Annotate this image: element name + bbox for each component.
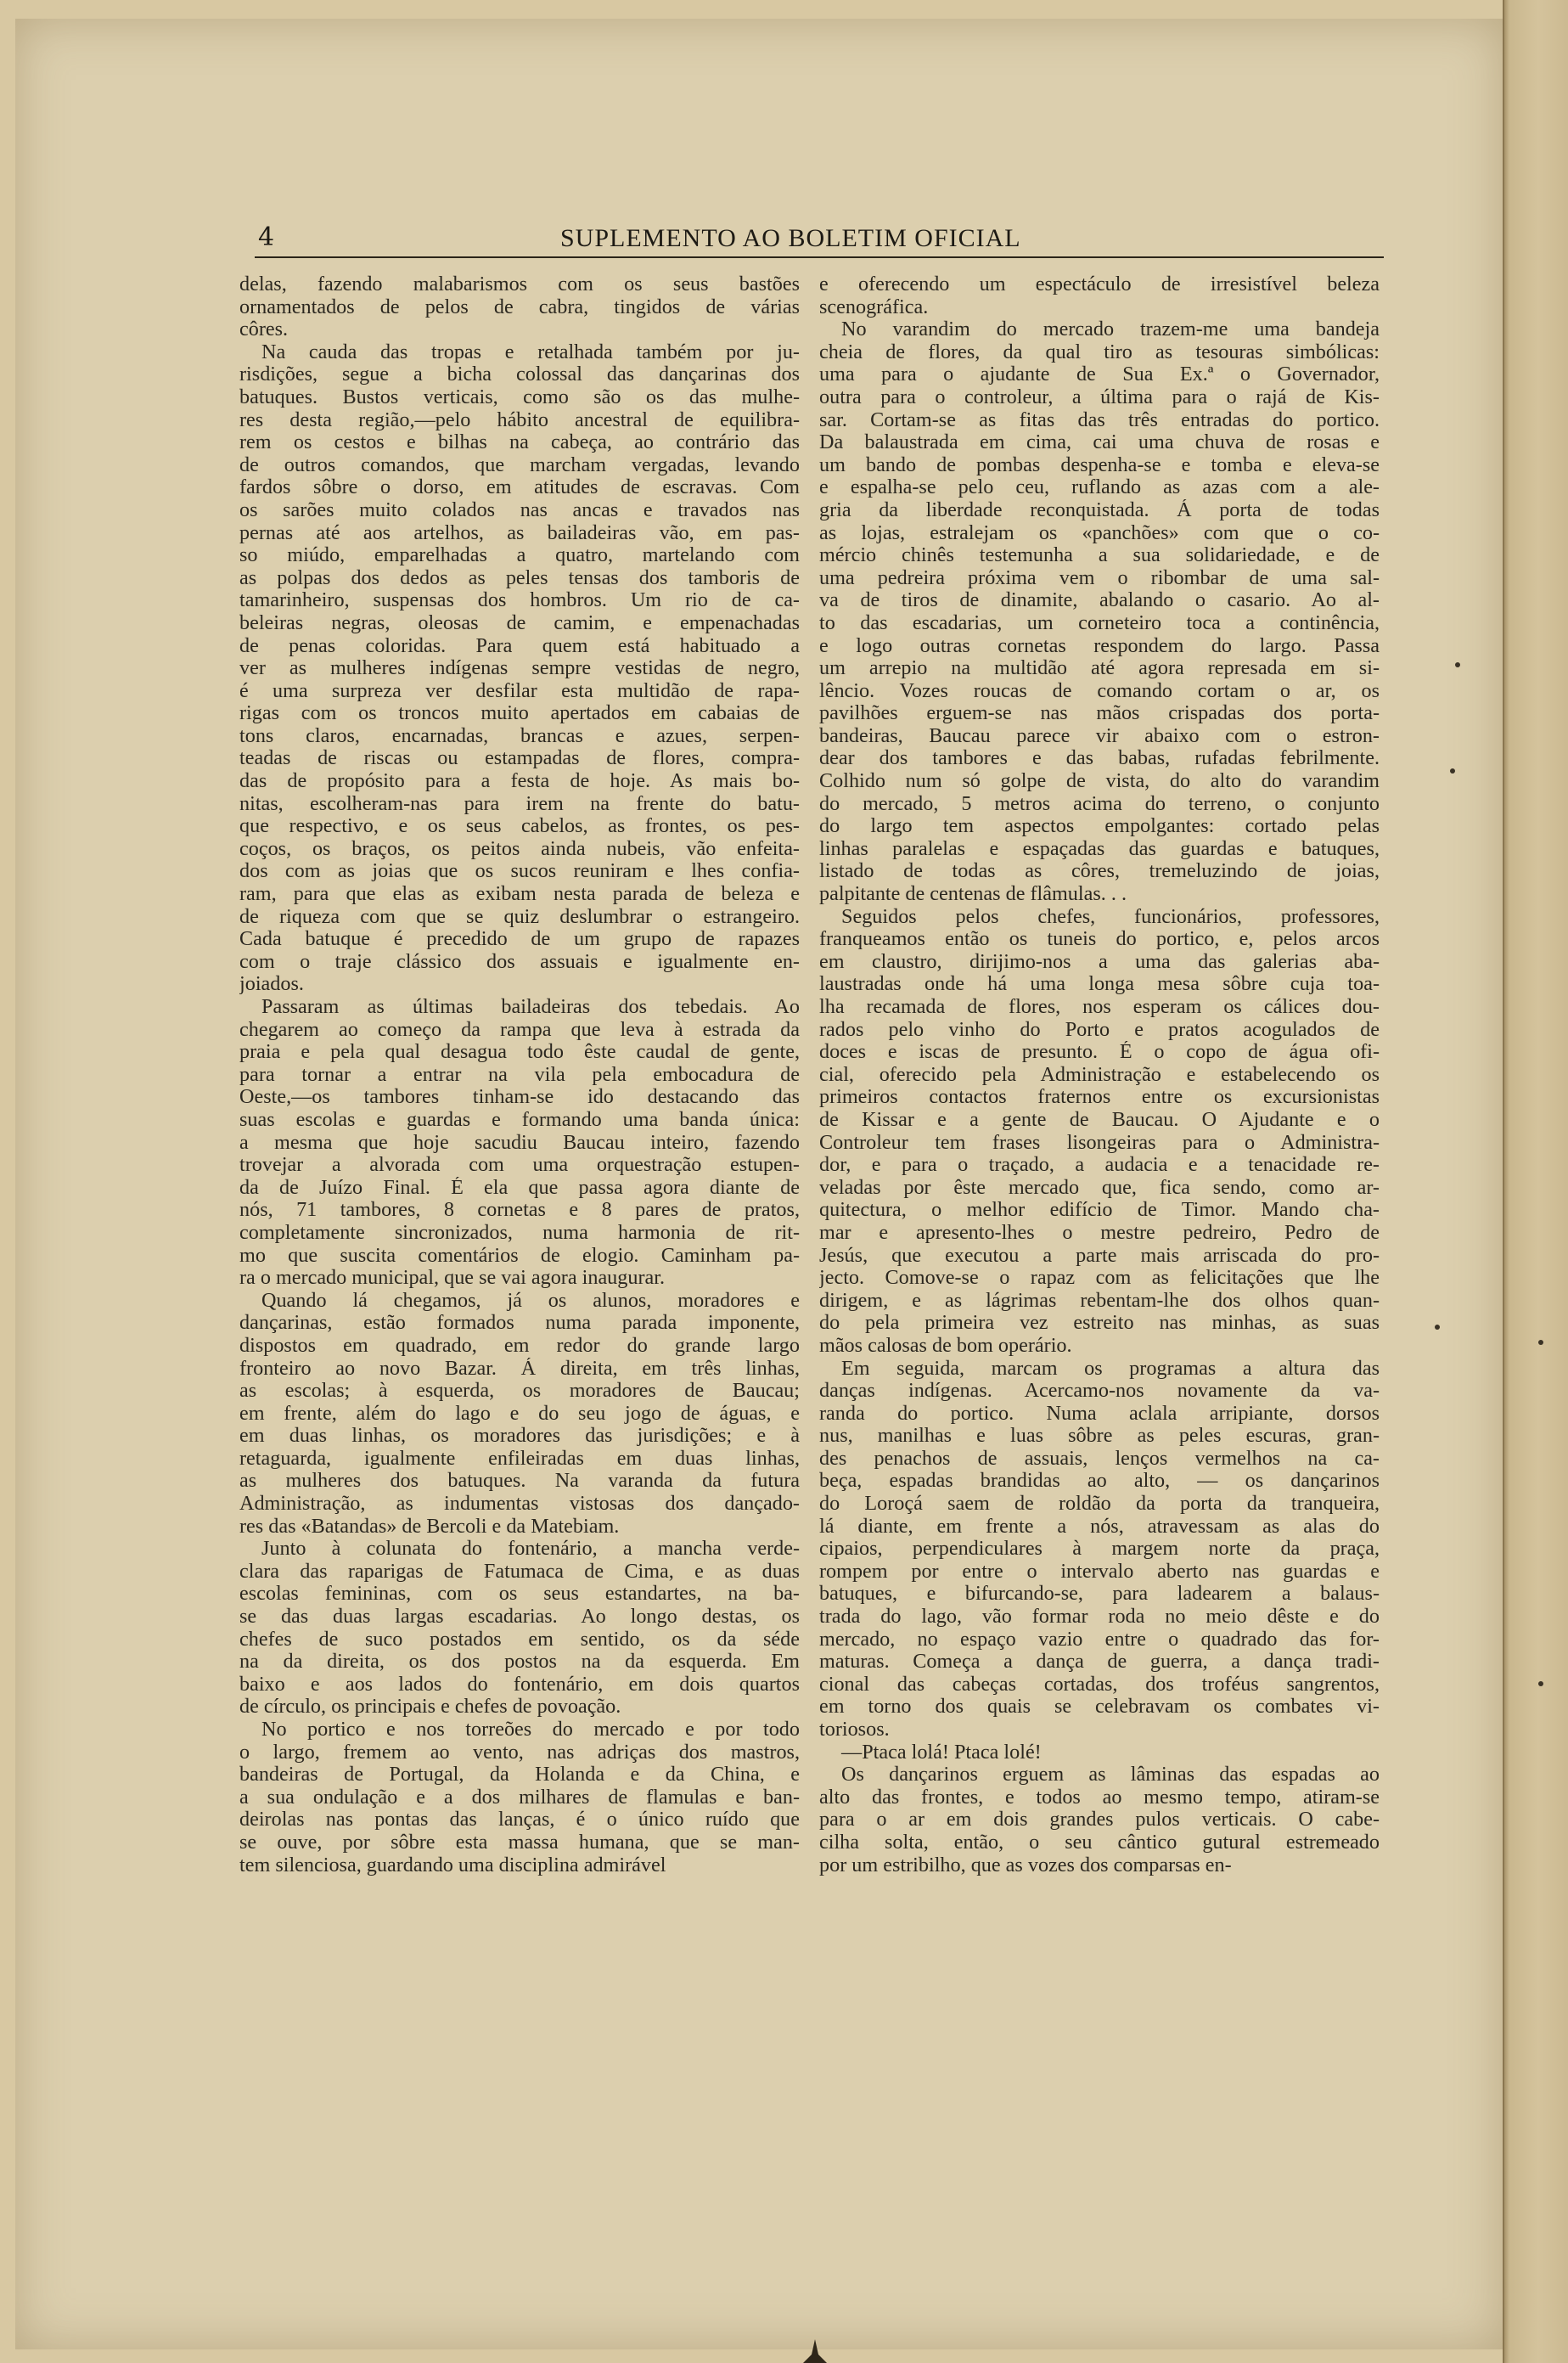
text-line: va de tiros de dinamite, abalando o casario. Ao al- — [819, 589, 1380, 612]
text-line: dispostos em quadrado, em redor do grande largo — [239, 1334, 800, 1357]
text-line: Administração, as indumentas vistosas dos dançado- — [239, 1493, 800, 1516]
text-line: linhas paralelas e espaçadas das guardas e batuques, — [819, 837, 1380, 860]
text-line: dor, e para o traçado, a audacia e a tenacidade re- — [819, 1154, 1380, 1177]
text-line: rompem por entre o intervalo aberto nas guardas e — [819, 1560, 1380, 1583]
text-line: é uma surpreza ver desfilar esta multidão de rapa- — [239, 679, 800, 702]
text-line: franqueamos então os tuneis do portico, e, pelos arcos — [819, 928, 1380, 951]
page-number: 4 — [258, 222, 275, 252]
text-line: trada do lago, vão formar roda no meio dêste e do — [819, 1606, 1380, 1629]
text-line: batuques, e bifurcando-se, para ladearem a balaus- — [819, 1583, 1380, 1606]
text-line: de outros comandos, que marcham vergadas, levando — [239, 453, 800, 476]
text-line: com o traje clássico dos assuais e igualmente en- — [239, 950, 800, 973]
text-line: de Kissar e a gente de Baucau. O Ajudante e o — [819, 1108, 1380, 1131]
text-line: jecto. Comove-se o rapaz com as felicitações que lhe — [819, 1267, 1380, 1290]
text-line: ver as mulheres indígenas sempre vestidas de negro, — [239, 657, 800, 680]
text-line: para tornar a entrar na vila pela embocadura de — [239, 1063, 800, 1086]
text-line: Passaram as últimas bailadeiras dos tebedais. Ao — [261, 996, 800, 1018]
text-line: e logo outras cornetas respondem do largo. Passa — [819, 634, 1380, 657]
text-line: lha recamada de flores, nos esperam os cálices dou- — [819, 996, 1380, 1018]
text-line: fardos sôbre o dorso, em atitudes de escravas. Com — [239, 476, 800, 499]
text-line: uma para o ajudante de Sua Ex.ª o Governador, — [819, 363, 1380, 386]
text-line: tons claros, encarnadas, brancas e azues, serpen- — [239, 724, 800, 747]
text-line: rigas com os troncos muito apertados em cabaias de — [239, 702, 800, 725]
text-line: escolas femininas, com os seus estandartes, na ba- — [239, 1583, 800, 1606]
text-line: primeiros contactos fraternos entre os excursionistas — [819, 1086, 1380, 1109]
text-line: nós, 71 tambores, 8 cornetas e 8 pares de pratos, — [239, 1199, 800, 1222]
text-line: as escolas; à esquerda, os moradores de Baucau; — [239, 1380, 800, 1403]
text-line: do pela primeira vez estreito nas minhas, as suas — [819, 1312, 1380, 1335]
text-line: Jesús, que executou a parte mais arriscada do pro- — [819, 1244, 1380, 1267]
text-line: mar e apresento-lhes o mestre pedreiro, Pedro de — [819, 1221, 1380, 1244]
ink-speck — [1538, 1681, 1543, 1686]
running-title: SUPLEMENTO AO BOLETIM OFICIAL — [560, 224, 1021, 252]
text-line: teadas de riscas ou estampadas de flores, compra- — [239, 747, 800, 770]
text-line: batuques. Bustos verticais, como são os das mulhe- — [239, 385, 800, 408]
text-line: alto das frontes, e todos ao mesmo tempo, atiram-se — [819, 1786, 1380, 1809]
text-line: outra para o controleur, a última para o rajá de Kis- — [819, 385, 1380, 408]
text-line: as mulheres dos batuques. Na varanda da futura — [239, 1470, 800, 1493]
text-line: beleiras negras, oleosas de camim, e empenachadas — [239, 611, 800, 634]
text-line: rem os cestos e bilhas na cabeça, ao contrário das — [239, 431, 800, 454]
text-line: dançarinas, estão formados numa parada imponente, — [239, 1312, 800, 1335]
text-line: de círculo, os principais e chefes de povoação. — [239, 1696, 621, 1719]
text-line: doces e iscas de presunto. É o copo de água ofi- — [819, 1041, 1380, 1064]
text-line: tem silenciosa, guardando uma disciplina admirável — [239, 1854, 666, 1876]
text-line: ra o mercado municipal, que se vai agora inaugurar. — [239, 1267, 666, 1290]
text-line: um arrepio na multidão até agora represada em si- — [819, 657, 1380, 680]
text-line: toriosos. — [819, 1719, 890, 1741]
text-line: lêncio. Vozes roucas de comando cortam o ar, os — [819, 679, 1380, 702]
text-line: do largo tem aspectos empolgantes: cortado pelas — [819, 815, 1380, 838]
text-line: em duas linhas, os moradores das jurisdições; e à — [239, 1425, 800, 1448]
text-line: se das duas largas escadarias. Ao longo destas, os — [239, 1606, 800, 1629]
text-line: quitectura, o melhor edifício de Timor. Mando cha- — [819, 1199, 1380, 1222]
text-line: chegarem ao começo da rampa que leva à estrada da — [239, 1018, 800, 1041]
text-line: de riqueza com que se quiz deslumbrar o estrangeiro. — [239, 905, 800, 928]
text-line: das de propósito para a festa de hoje. As mais bo- — [239, 770, 800, 793]
adjacent-page-edge — [1503, 0, 1568, 2363]
text-line: bandeiras, Baucau parece vir abaixo com o estron- — [819, 724, 1380, 747]
text-line: deirolas nas pontas das lanças, é o único ruído que — [239, 1809, 800, 1831]
text-line: uma pedreira próxima vem o ribombar de uma sal- — [819, 566, 1380, 589]
text-line: mãos calosas de bom operário. — [819, 1334, 1072, 1357]
text-line: as polpas dos dedos as peles tensas dos tamboris de — [239, 566, 800, 589]
text-line: que respectivo, e os seus cabelos, as frontes, os pes- — [239, 815, 800, 838]
text-line: chefes de suco postados em sentido, os da séde — [239, 1628, 800, 1651]
text-line: de penas coloridas. Para quem está habituado a — [239, 634, 800, 657]
ink-speck — [1450, 768, 1455, 774]
text-line: dos com as joias que os sucos reuniram e lhes confia- — [239, 860, 800, 883]
text-line: da de Juízo Final. É ela que passa agora diante de — [239, 1176, 800, 1199]
text-line: Junto à colunata do fontenário, a mancha verde- — [261, 1538, 800, 1561]
ink-speck — [1538, 1340, 1543, 1345]
text-line: bandeiras de Portugal, da Holanda e da China, e — [239, 1764, 800, 1786]
text-line: completamente sincronizados, numa harmonia de rit- — [239, 1221, 800, 1244]
text-line: Os dançarinos erguem as lâminas das espadas ao — [841, 1764, 1380, 1786]
ink-speck — [1455, 662, 1460, 667]
text-line: coços, os braços, os peitos ainda nubeis, vão enfeita- — [239, 837, 800, 860]
text-line: pavilhões erguem-se nas mãos crispadas dos porta- — [819, 702, 1380, 725]
text-line: delas, fazendo malabarismos com os seus bastões — [239, 273, 800, 295]
text-line: risdições, segue a bicha colossal das dançarinas dos — [239, 363, 800, 386]
right-text-column — [819, 273, 1380, 1876]
text-line: listado de todas as côres, tremeluzindo de joias, — [819, 860, 1380, 883]
text-line: por um estribilho, que as vozes dos comparsas en- — [819, 1854, 1232, 1876]
text-line: fronteiro ao novo Bazar. Á direita, em três linhas, — [239, 1357, 800, 1380]
text-line: para o ar em dois grandes pulos verticais. O cabe- — [819, 1809, 1380, 1831]
text-line: tamarinheiro, suspensas dos hombros. Um rio de ca- — [239, 589, 800, 612]
ink-speck — [1435, 1325, 1440, 1330]
text-line: maturas. Começa a dança de guerra, a dança tradi- — [819, 1651, 1380, 1674]
text-line: No varandim do mercado trazem-me uma bandeja — [841, 318, 1380, 341]
text-line: veladas por êste mercado que, fica sendo, como ar- — [819, 1176, 1380, 1199]
text-line: joiados. — [239, 973, 304, 996]
text-line: Controleur tem frases lisongeiras para o Administra- — [819, 1131, 1380, 1154]
text-line: cial, oferecido pela Administração e estabelecendo os — [819, 1063, 1380, 1086]
text-line: cipaios, perpendiculares à margem norte da praça, — [819, 1538, 1380, 1561]
text-line: os sarões muito colados nas ancas e travados nas — [239, 498, 800, 521]
text-line: cilha solta, então, o seu cântico gutural estremeado — [819, 1831, 1380, 1854]
text-line: Colhido num só golpe de vista, do alto do varandim — [819, 770, 1380, 793]
text-line: rados pelo vinho do Porto e pratos acogulados de — [819, 1018, 1380, 1041]
binding-mark — [798, 2339, 832, 2363]
text-line: côres. — [239, 318, 289, 341]
text-line: dirigem, e as lágrimas rebentam-lhe dos olhos quan- — [819, 1289, 1380, 1312]
text-line: trovejar a alvorada com uma orquestração estupen- — [239, 1154, 800, 1177]
text-line: laustradas onde há uma longa mesa sôbre cuja toa- — [819, 973, 1380, 996]
text-line: na da direita, os dos postos na da esquerda. Em — [239, 1651, 800, 1674]
text-line: nitas, escolheram-nas para irem na frente do batu- — [239, 792, 800, 815]
text-line: Na cauda das tropas e retalhada também por ju- — [261, 340, 800, 363]
text-line: Seguidos pelos chefes, funcionários, professores, — [841, 905, 1380, 928]
text-line: um bando de pombas despenha-se e tomba e eleva-se — [819, 453, 1380, 476]
text-line: cheia de flores, da qual tiro as tesouras simbólicas: — [819, 340, 1380, 363]
text-line: cional das cabeças cortadas, dos troféus sangrentos, — [819, 1673, 1380, 1696]
text-line: mércio chinês testemunha a sua solidariedade, e de — [819, 544, 1380, 567]
text-line: do mercado, 5 metros acima do terreno, o conjunto — [819, 792, 1380, 815]
text-line: se ouve, por sôbre esta massa humana, que se man- — [239, 1831, 800, 1854]
text-line: lá diante, em frente a nós, atravessam as alas do — [819, 1515, 1380, 1538]
text-line: baixo e aos lados do fontenário, em dois quartos — [239, 1673, 800, 1696]
text-line: scenográfica. — [819, 295, 929, 318]
text-line: danças indígenas. Acercamo-nos novamente da va- — [819, 1380, 1380, 1403]
text-line: em frente, além do lago e do seu jogo de águas, e — [239, 1402, 800, 1425]
text-line: retaguarda, igualmente enfileiradas em duas linhas, — [239, 1447, 800, 1470]
text-line: res desta região,—pelo hábito ancestral de equilibra- — [239, 408, 800, 431]
text-line: —Ptaca lolá! Ptaca lolé! — [841, 1741, 1042, 1764]
text-line: ram, para que elas as exibam nesta parada de beleza e — [239, 883, 800, 906]
text-line: Oeste,—os tambores tinham-se ido destacando das — [239, 1086, 800, 1109]
text-line: res das «Batandas» de Bercoli e da Matebiam. — [239, 1515, 620, 1538]
text-line: des penachos de assuais, lenços vermelhos na ca- — [819, 1447, 1380, 1470]
text-line: dear dos tambores e das babas, rufadas febrilmente. — [819, 747, 1380, 770]
text-line: nus, manilhas e luas sôbre as peles escuras, gran- — [819, 1425, 1380, 1448]
text-line: No portico e nos torreões do mercado e por todo — [261, 1719, 800, 1741]
text-line: pernas até aos artelhos, as bailadeiras vão, em pas- — [239, 521, 800, 544]
text-line: clara das raparigas de Fatumaca de Cima, e as duas — [239, 1560, 800, 1583]
text-line: do Loroçá saem de roldão da porta da tranqueira, — [819, 1493, 1380, 1516]
text-line: ornamentados de pelos de cabra, tingidos de várias — [239, 295, 800, 318]
text-line: suas escolas e guardas e formando uma banda única: — [239, 1108, 800, 1131]
page-header — [255, 222, 1384, 258]
text-line: mercado, no espaço vazio entre o quadrado das for- — [819, 1628, 1380, 1651]
text-line: palpitante de centenas de flâmulas. . . — [819, 883, 1127, 906]
text-line: e oferecendo um espectáculo de irresistível beleza — [819, 273, 1380, 295]
text-line: em torno dos quais se celebravam os combates vi- — [819, 1696, 1380, 1719]
text-line: e espalha-se pelo ceu, ruflando as azas com a ale- — [819, 476, 1380, 499]
text-line: em claustro, dirijimo-nos a uma das galerias aba- — [819, 950, 1380, 973]
text-line: beça, espadas brandidas ao alto, — os dançarinos — [819, 1470, 1380, 1493]
text-line: as lojas, estralejam os «panchões» com que o co- — [819, 521, 1380, 544]
text-line: Cada batuque é precedido de um grupo de rapazes — [239, 928, 800, 951]
text-line: to das escadarias, um corneteiro toca a continência, — [819, 611, 1380, 634]
text-line: gria da liberdade reconquistada. Á porta de todas — [819, 498, 1380, 521]
text-line: mo que suscita comentários de elogio. Caminham pa- — [239, 1244, 800, 1267]
text-line: praia e pela qual desagua todo êste caudal de gente, — [239, 1041, 800, 1064]
text-line: so miúdo, emparelhadas a quatro, martelando com — [239, 544, 800, 567]
text-line: a sua ondulação e a dos milhares de flamulas e ban- — [239, 1786, 800, 1809]
text-line: Quando lá chegamos, já os alunos, moradores e — [261, 1289, 800, 1312]
text-line: Em seguida, marcam os programas a altura das — [841, 1357, 1380, 1380]
text-line: randa do portico. Numa aclala arripiante, dorsos — [819, 1402, 1380, 1425]
text-line: o largo, fremem ao vento, nas adriças dos mastros, — [239, 1741, 800, 1764]
text-line: a mesma que hoje sacudiu Baucau inteiro, fazendo — [239, 1131, 800, 1154]
text-line: Da balaustrada em cima, cai uma chuva de rosas e — [819, 431, 1380, 454]
text-line: sar. Cortam-se as fitas das três entradas do portico. — [819, 408, 1380, 431]
left-text-column — [239, 273, 800, 1876]
